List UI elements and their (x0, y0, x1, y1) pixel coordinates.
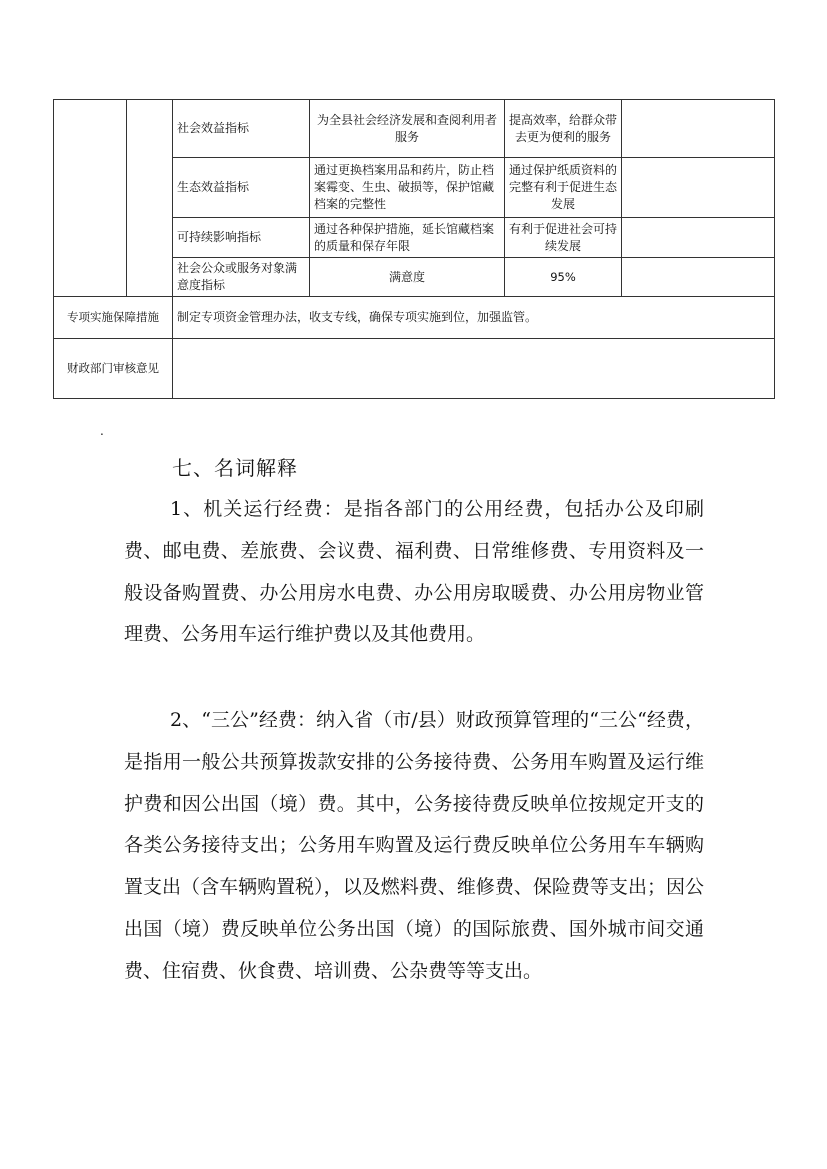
target-cell: 提高效率，给群众带去更为便利的服务 (505, 100, 622, 158)
review-cell (173, 339, 775, 399)
measures-label: 专项实施保障措施 (54, 297, 173, 339)
target-cell: 有利于促进社会可持续发展 (505, 218, 622, 258)
indicator-cell: 可持续影响指标 (173, 218, 310, 258)
table-row (54, 297, 775, 339)
measures-text: 制定专项资金管理办法，收支专线，确保专项实施到位，加强监管。 (173, 297, 775, 339)
paragraph: 1、机关运行经费：是指各部门的公用经费，包括办公及印刷费、邮电费、差旅费、会议费、福利费、日常维修费、专用资料及一般设备购置费、办公用房水电费、办公用房取暖费、办公用房物业管理费、公务用车运行维护费以及其他费用。 (124, 498, 704, 646)
target-cell: 95% (505, 258, 622, 297)
content-cell: 通过各种保护措施，延长馆藏档案的质量和保存年限 (310, 218, 505, 258)
note-cell (622, 100, 775, 158)
subcategory-cell (127, 100, 173, 297)
indicator-cell: 社会效益指标 (173, 100, 310, 158)
indicator-cell: 社会公众或服务对象满意度指标 (173, 258, 310, 297)
indicator-cell: 生态效益指标 (173, 158, 310, 218)
note-cell (622, 218, 775, 258)
table-row (54, 339, 775, 399)
note-cell (622, 258, 775, 297)
content-cell: 通过更换档案用品和药片，防止档案霉变、生虫、破损等，保护馆藏档案的完整性 (310, 158, 505, 218)
content-cell: 满意度 (310, 258, 505, 297)
performance-table (53, 99, 775, 399)
section-title: 七、名词解释 (172, 456, 298, 480)
target-cell: 通过保护纸质资料的完整有利于促进生态发展 (505, 158, 622, 218)
content-cell: 为全县社会经济发展和查阅利用者服务 (310, 100, 505, 158)
category-cell (54, 100, 127, 297)
stray-dot: . (100, 424, 104, 438)
note-cell (622, 158, 775, 218)
review-label: 财政部门审核意见 (54, 339, 173, 399)
table-row (54, 100, 775, 158)
paragraph: 2、“三公”经费：纳入省（市/县）财政预算管理的“三公“经费，是指用一般公共预算拨款安排的公务接待费、公务用车购置及运行维护费和因公出国（境）费。其中，公务接待费反映单位按规定开支的各类公务接待支出；公务用车购置及运行费反映单位公务用车车辆购置支出（含车辆购置税），以及燃料费、维修费、保险费等支出；因公出国（境）费反映单位公务出国（境）的国际旅费、国外城市间交通费、住宿费、伙食费、培训费、公杂费等等支出。 (124, 709, 704, 982)
